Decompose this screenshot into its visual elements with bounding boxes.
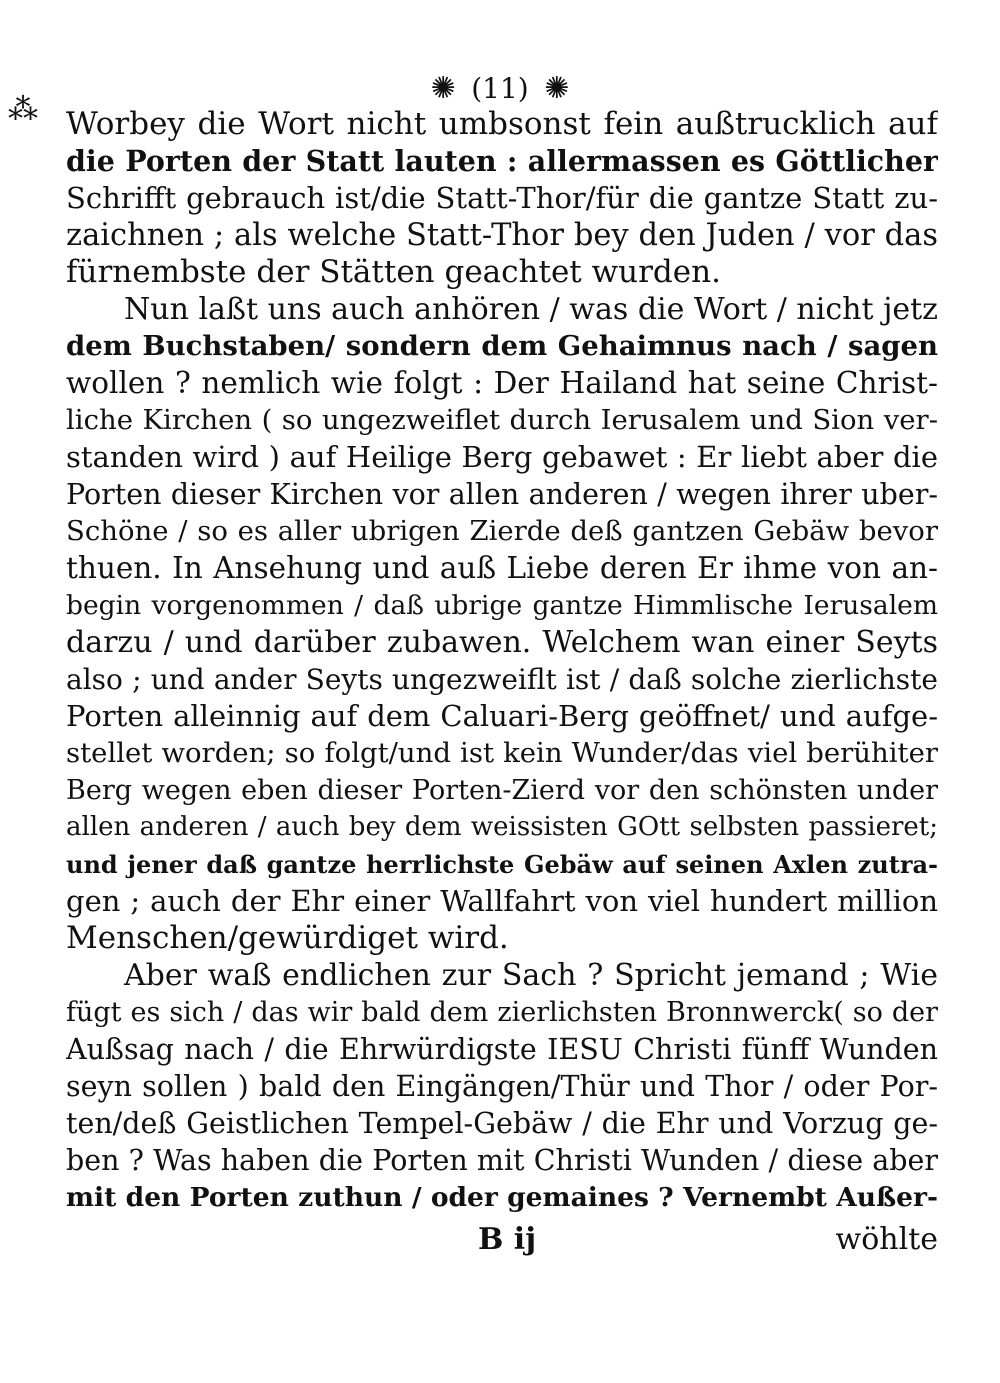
text-line: wollen ? nemlich wie folgt : Der Hailand hat seine Christ- (66, 366, 938, 400)
page-header (0, 68, 1000, 109)
text-line: zaichnen ; als welche Statt-Thor bey den Juden / vor das (66, 218, 938, 253)
text-line: Menschen/gewürdiget wird. (66, 920, 509, 956)
page-footer (66, 1218, 938, 1262)
signature-mark: B ij (478, 1222, 537, 1257)
margin-mark: ⁂ (8, 92, 38, 127)
text-line: Worbey die Wort nicht umbsonst fein außtrucklich auf (66, 106, 938, 142)
text-line: Nun laßt uns auch anhören / was die Wort / nicht jetz (124, 292, 938, 327)
text-line: also ; und ander Seyts ungezweiflt ist / daß solche zierlichste (66, 663, 938, 696)
catchword: wöhlte (835, 1222, 938, 1257)
text-line: stellet worden; so folgt/und ist kein Wunder/das viel berühiter (66, 737, 938, 769)
text-line: darzu / und darüber zubawen. Welchem wan einer Seyts (66, 625, 938, 660)
text-line: die Porten der Statt lauten : allermassen es Göttlicher (66, 144, 938, 178)
text-line: Porten dieser Kirchen vor allen anderen / wegen ihrer uber- (66, 478, 938, 511)
text-line: standen wird ) auf Heilige Berg gebawet : Er liebt aber die (66, 440, 938, 474)
text-line: fügt es sich / das wir bald dem zierlichsten Bronnwerck( so der (66, 997, 938, 1028)
text-line: dem Buchstaben/ sondern dem Gehaimnus nach / sagen (66, 330, 938, 362)
text-line: thuen. In Ansehung und auß Liebe deren Er ihme von an- (66, 551, 938, 585)
page-body (66, 106, 938, 1216)
right-ornament-icon: ✺ (544, 71, 570, 106)
text-line: begin vorgenommen / daß ubrige gantze Himmlische Ierusalem (66, 590, 938, 621)
left-ornament-icon: ✺ (430, 71, 456, 106)
text-line: Berg wegen eben dieser Porten-Zierd vor den schönsten under (66, 775, 938, 806)
text-line: mit den Porten zuthun / oder gemaines ? Vernembt Außer- (66, 1182, 938, 1213)
text-line: fürnembste der Stätten geachtet wurden. (66, 254, 721, 290)
text-line: Aber waß endlichen zur Sach ? Spricht jemand ; Wie (124, 958, 938, 993)
text-line: allen anderen / auch bey dem weissisten GOtt selbsten passieret; (66, 812, 938, 842)
text-line: gen ; auch der Ehr einer Wallfahrt von viel hundert million (66, 884, 938, 918)
text-line: Porten alleinnig auf dem Caluari-Berg geöffnet/ und aufge- (66, 699, 938, 733)
text-line: ten/deß Geistlichen Tempel-Gebäw / die Ehr und Vorzug ge- (66, 1107, 938, 1140)
text-line: Schöne / so es aller ubrigen Zierde deß gantzen Gebäw bevor (66, 515, 938, 547)
text-line: Außsag nach / die Ehrwürdigste IESU Christi fünff Wunden (66, 1033, 938, 1066)
text-line: liche Kirchen ( so ungezweiflet durch Ierusalem und Sion ver- (66, 404, 938, 436)
text-line: Schrifft gebrauch ist/die Statt-Thor/für die gantze Statt zu- (66, 181, 938, 215)
text-line: seyn sollen ) bald den Eingängen/Thür und Thor / oder Por- (66, 1070, 938, 1103)
page-number: (11) (471, 72, 529, 105)
text-line: ben ? Was haben die Porten mit Christi Wunden / diese aber (66, 1144, 938, 1177)
text-line: und jener daß gantze herrlichste Gebäw auf seinen Axlen zutra- (66, 850, 938, 879)
